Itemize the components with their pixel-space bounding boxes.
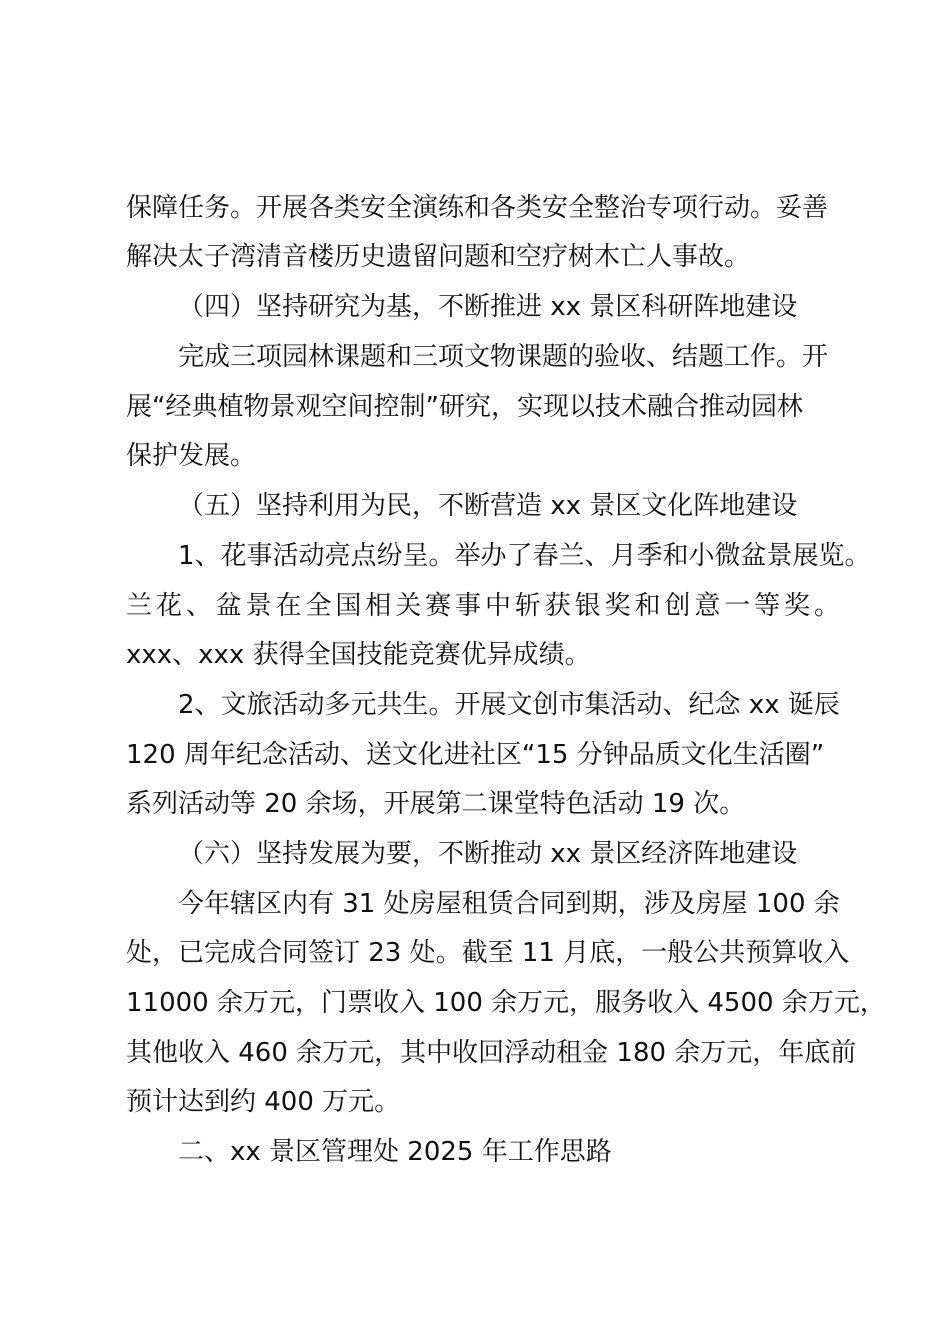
body-text-line: 保障任务。开展各类安全演练和各类安全整治专项行动。妥善 [126, 193, 829, 223]
section-heading-5: （五）坚持利用为民，不断营造 xx 景区文化阵地建设 [178, 491, 798, 521]
body-text-line: 1、花事活动亮点纷呈。举办了春兰、月季和小微盆景展览。 [178, 541, 871, 571]
body-text-line: xxx、xxx 获得全国技能竞赛优异成绩。 [126, 640, 591, 670]
body-text-line: 兰花、盆景在全国相关赛事中斩获银奖和创意一等奖。 [126, 591, 840, 621]
body-text-line: 120 周年纪念活动、送文化进社区“15 分钟品质文化生活圈” [126, 740, 825, 770]
body-text-line: 2、文旅活动多元共生。开展文创市集活动、纪念 xx 诞辰 [178, 690, 840, 720]
section-heading-4: （四）坚持研究为基，不断推进 xx 景区科研阵地建设 [178, 292, 798, 322]
body-text-line: 处，已完成合同签订 23 处。截至 11 月底，一般公共预算收入 [126, 938, 850, 968]
body-text-line: 系列活动等 20 余场，开展第二课堂特色活动 19 次。 [126, 789, 746, 819]
body-text-line: 保护发展。 [126, 441, 257, 471]
body-text-line: 预计达到约 400 万元。 [126, 1087, 401, 1117]
body-text-line: 展“经典植物景观空间控制”研究，实现以技术融合推动园林 [126, 392, 803, 422]
body-text-line: 今年辖区内有 31 处房屋租赁合同到期，涉及房屋 100 余 [178, 889, 840, 919]
section-heading-6: （六）坚持发展为要，不断推动 xx 景区经济阵地建设 [178, 839, 798, 869]
body-text-line: 完成三项园林课题和三项文物课题的验收、结题工作。开 [178, 342, 829, 372]
chapter-heading: 二、xx 景区管理处 2025 年工作思路 [178, 1137, 612, 1167]
body-text-line: 11000 余万元，门票收入 100 余万元，服务收入 4500 余万元， [126, 988, 886, 1018]
body-text-line: 其他收入 460 余万元，其中收回浮动租金 180 余万元，年底前 [126, 1038, 857, 1068]
body-text-line: 解决太子湾清音楼历史遗留问题和空疗树木亡人事故。 [126, 242, 751, 272]
